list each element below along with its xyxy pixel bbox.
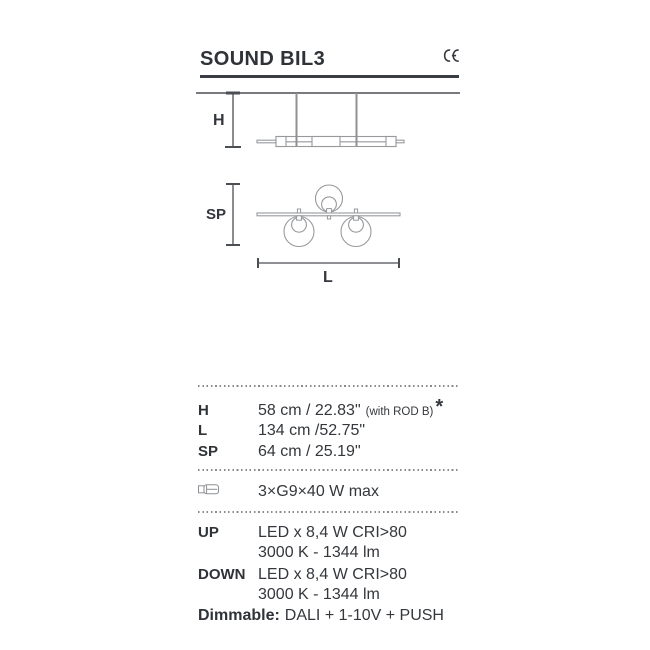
spec-value-l: 134 cm /52.75" <box>258 422 366 439</box>
lamp-icon-cell <box>198 482 258 502</box>
spec-label-sp: SP <box>198 443 219 460</box>
spec-table <box>198 385 460 635</box>
span-dimension-label: SP <box>206 206 227 223</box>
spec-row-span <box>198 442 460 462</box>
spec-value-up-2: 3000 K - 1344 lm <box>258 544 380 561</box>
title-rule <box>200 75 459 78</box>
spec-label-up: UP <box>198 524 219 541</box>
spec-note-rod-b: (with ROD B) <box>365 406 434 418</box>
spec-asterisk: * <box>435 396 444 418</box>
spec-label-l: L <box>198 422 208 439</box>
spec-value-sp: 64 cm / 25.19" <box>258 443 361 460</box>
dotted-rule <box>198 511 458 513</box>
product-title: SOUND BIL3 <box>200 48 326 70</box>
ce-mark-icon <box>443 49 461 63</box>
spec-row-up-2 <box>198 543 460 563</box>
length-dimension-label: L <box>323 269 333 286</box>
spec-row-dimmable <box>198 606 460 626</box>
spec-label-down: DOWN <box>198 566 246 583</box>
spec-row-height <box>198 396 460 422</box>
spec-row-lamp <box>198 482 460 502</box>
spec-row-length <box>198 421 460 441</box>
spec-value-up-1: LED x 8,4 W CRI>80 <box>258 524 407 541</box>
spec-value-lamp: 3×G9×40 W max <box>258 483 379 500</box>
g9-bulb-icon <box>198 483 220 496</box>
dotted-rule <box>198 469 458 471</box>
dimmable-label: Dimmable: <box>198 607 280 624</box>
spec-value-down-1: LED x 8,4 W CRI>80 <box>258 566 407 583</box>
fixture-bar <box>257 137 404 147</box>
spec-row-up-1 <box>198 523 460 543</box>
spec-label-h: H <box>198 402 209 419</box>
spec-row-down-1 <box>198 565 460 585</box>
dimmable-value: DALI + 1-10V + PUSH <box>284 607 444 624</box>
height-dimension-label: H <box>213 112 225 129</box>
dotted-rule <box>198 385 458 387</box>
spec-row-down-2 <box>198 585 460 605</box>
front-view-diagram <box>195 175 465 287</box>
spec-value-down-2: 3000 K - 1344 lm <box>258 586 380 603</box>
side-view-diagram <box>195 85 465 157</box>
spec-value-h: 58 cm / 22.83" <box>258 402 361 419</box>
